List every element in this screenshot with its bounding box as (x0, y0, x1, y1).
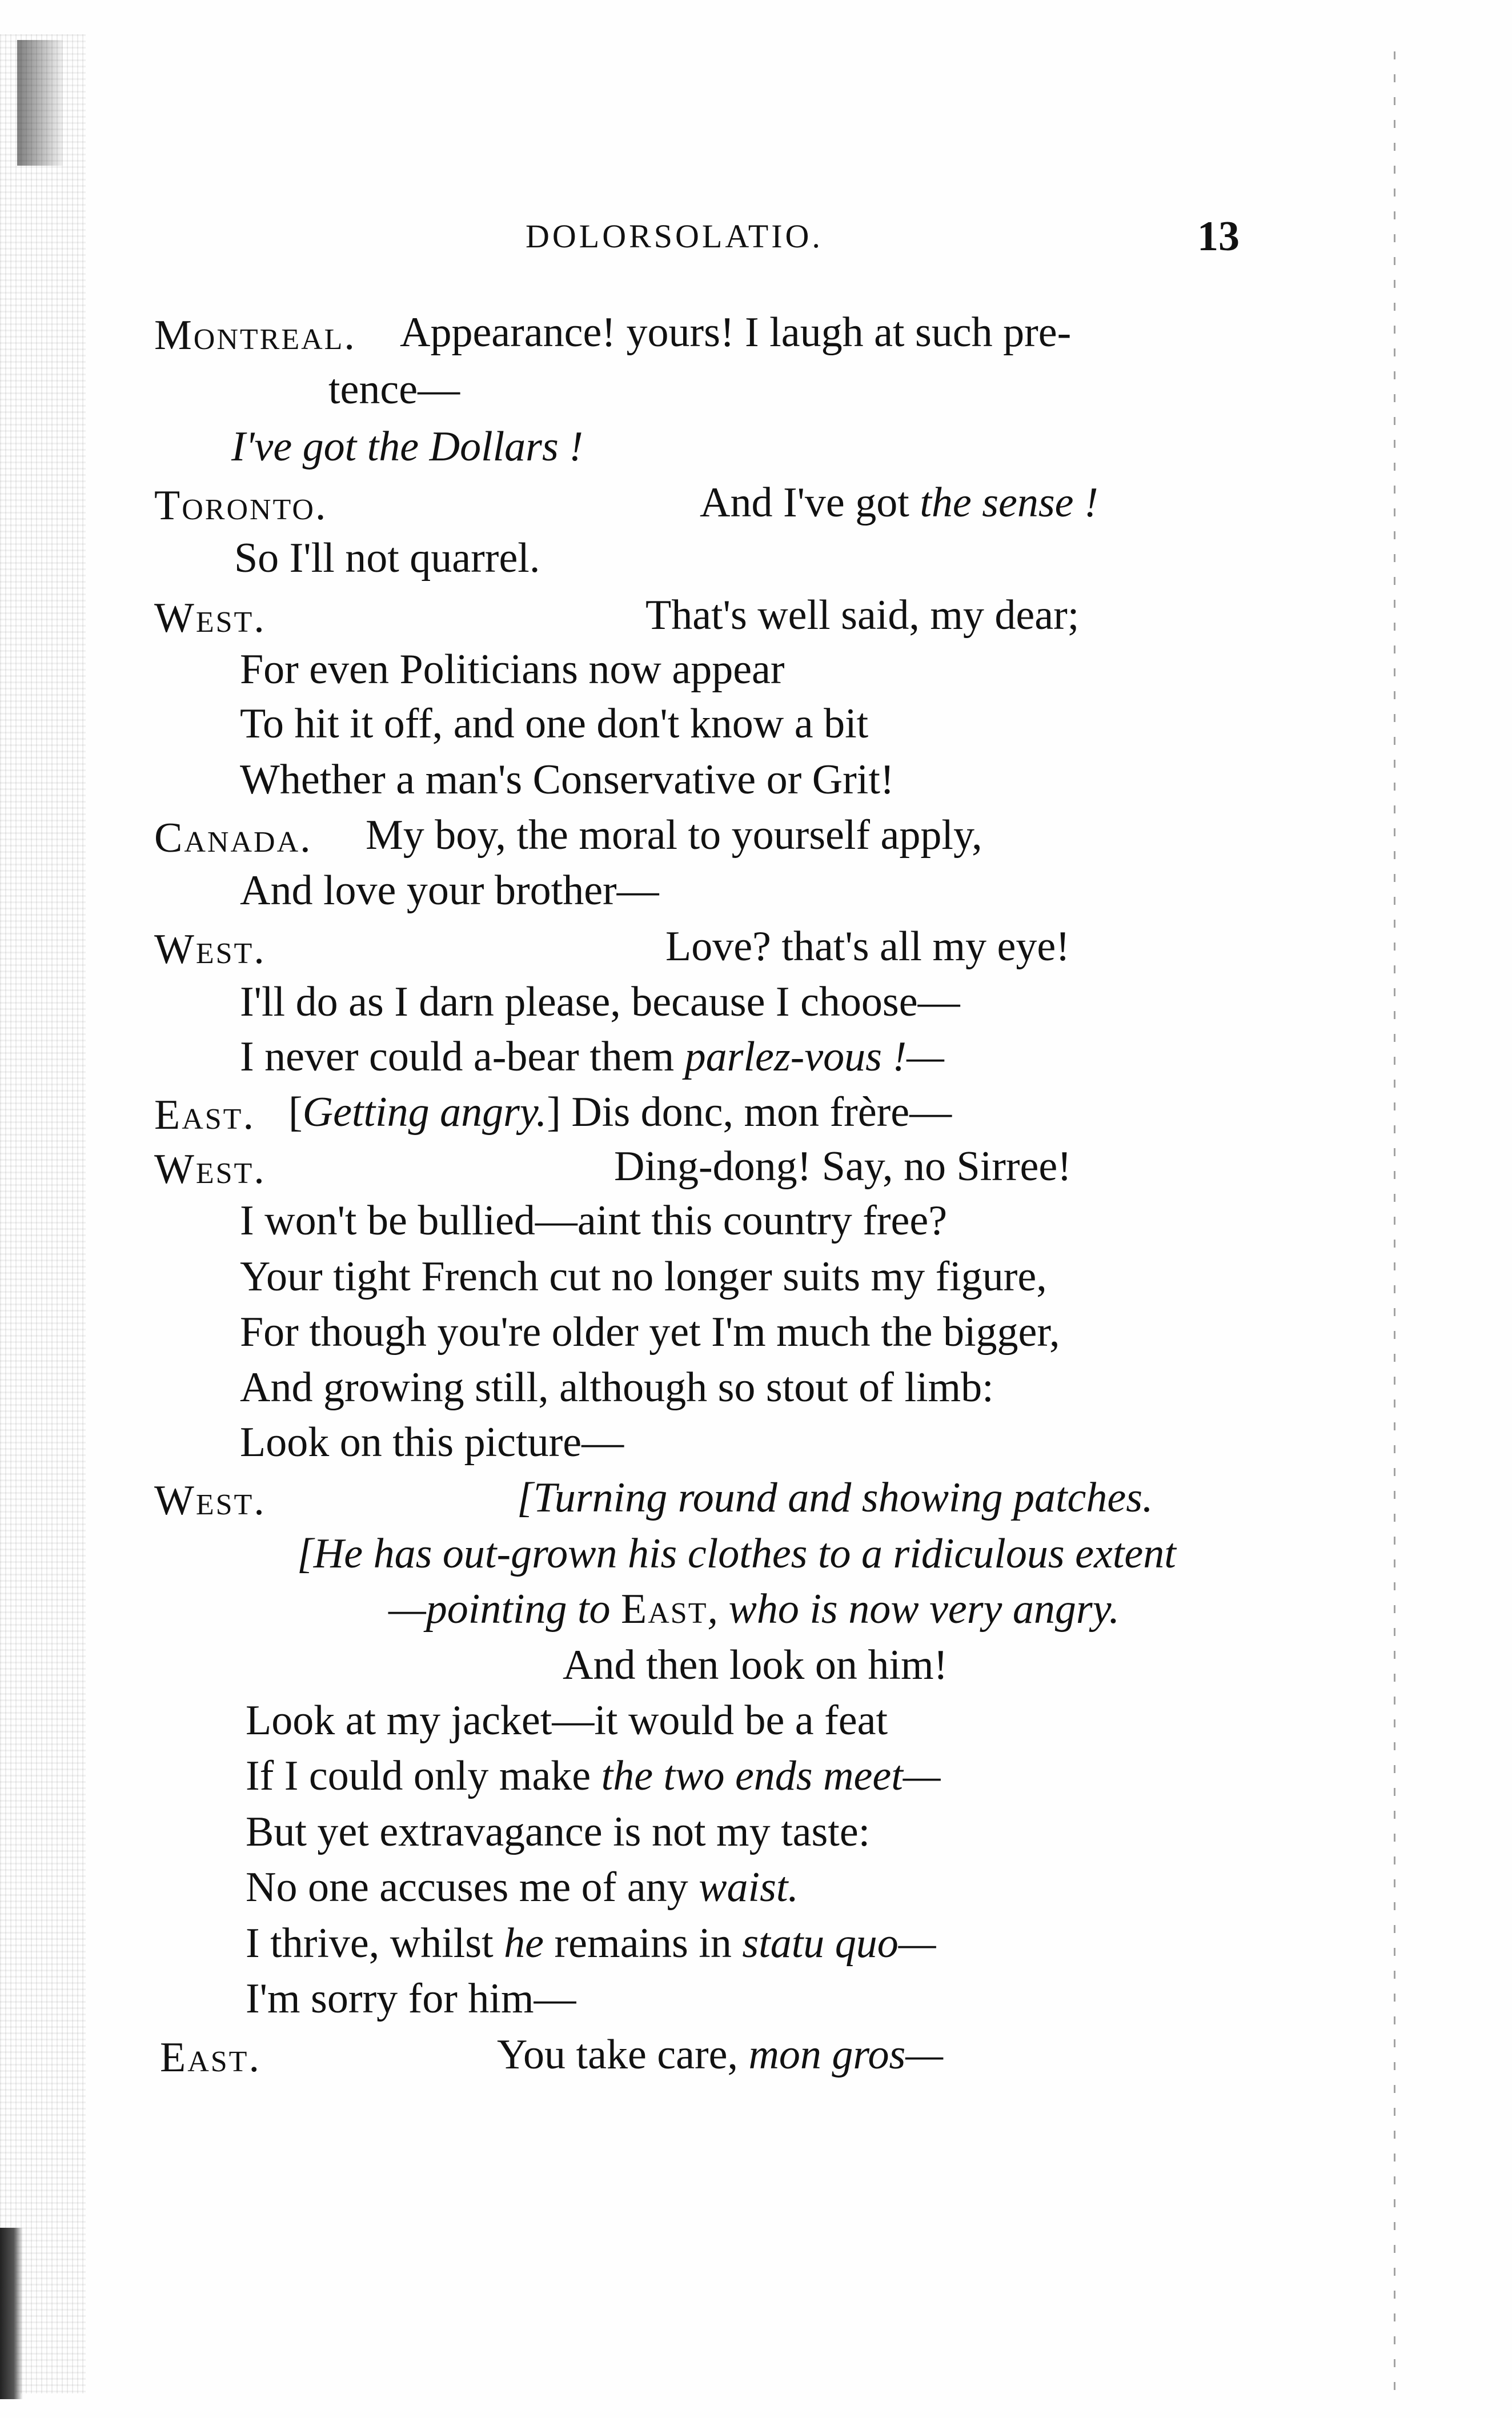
verse-emphasis: he (504, 1920, 544, 1967)
verse-line: And then look on him! (563, 1642, 948, 1689)
speaker-toronto: Toronto. (154, 482, 328, 529)
page-number: 13 (1197, 213, 1240, 260)
verse-line (246, 1864, 799, 1911)
verse-emphasis: waist. (699, 1864, 799, 1911)
verse-line: For though you're older yet I'm much the bigger, (240, 1309, 1060, 1356)
verse-line: But yet extravagance is not my taste: (246, 1809, 871, 1855)
verse-line: And love your brother— (240, 867, 659, 914)
verse-fragment: If I could only make (246, 1753, 601, 1799)
verse-line (246, 1920, 936, 1967)
verse-emphasis: parlez-vous !— (684, 1033, 944, 1080)
verse-fragment: I thrive, whilst (246, 1920, 504, 1967)
verse-line: I'm sorry for him— (246, 1975, 576, 2022)
verse-emphasis: Dollars ! (429, 423, 583, 470)
verse-fragment: No one accuses me of any (246, 1864, 699, 1911)
verse-line: Whether a man's Conservative or Grit! (240, 756, 895, 803)
verse-line (240, 1033, 944, 1080)
verse-emphasis: statu quo— (742, 1920, 936, 1967)
verse-fragment: I never could a-bear them (240, 1033, 685, 1080)
verse-line: Look at my jacket—it would be a feat (246, 1697, 888, 1744)
speaker-east: East. (154, 1092, 255, 1138)
stage-direction: Getting angry. (302, 1089, 547, 1136)
verse-line: Your tight French cut no longer suits my figure, (240, 1253, 1047, 1300)
verse-line: I won't be bullied—aint this country free? (240, 1197, 948, 1244)
verse-fragment: You take care, (497, 2031, 749, 2078)
stage-direction (297, 1530, 1176, 1577)
speaker-montreal: Montreal. (154, 312, 356, 359)
verse-line: My boy, the moral to yourself apply, (366, 812, 982, 859)
running-title: DOLORSOLATIO. (526, 218, 823, 255)
stage-direction (388, 1586, 1120, 1633)
verse-line: So I'll not quarrel. (234, 535, 540, 582)
speaker-west: West. (154, 1146, 266, 1193)
stage-direction-text: [Turning round and showing patches. (517, 1474, 1153, 1521)
verse-line: tence— (328, 366, 460, 413)
speaker-west: West. (154, 595, 266, 641)
speaker-east: East. (160, 2034, 261, 2081)
speaker-west: West. (154, 926, 266, 973)
verse-line (246, 1755, 941, 1797)
verse-line: Look on this picture— (240, 1419, 624, 1466)
character-name: East (621, 1586, 708, 1633)
verse-fragment: And I've got (700, 479, 920, 526)
verse-fragment: ] Dis donc, mon frère— (547, 1089, 952, 1136)
verse-line: Love? that's all my eye! (665, 923, 1070, 970)
verse-emphasis: the sense ! (920, 479, 1098, 526)
verse-line: For even Politicians now appear (240, 646, 785, 693)
stage-direction-text: [He has out-grown his clothes to a ridiculous extent (297, 1530, 1176, 1577)
verse-fragment: I've got the (231, 423, 430, 470)
verse-line (288, 1089, 952, 1136)
verse-line (231, 423, 583, 470)
stage-direction-text: —pointing to (388, 1586, 621, 1633)
verse-emphasis: mon gros— (748, 2031, 944, 2078)
verse-line: To hit it off, and one don't know a bit (240, 700, 869, 747)
speaker-west: West. (154, 1477, 266, 1524)
speaker-canada: Canada. (154, 815, 312, 861)
bracket: [ (288, 1089, 303, 1136)
verse-line: Ding-dong! Say, no Sirree! (614, 1143, 1072, 1190)
verse-line (497, 2031, 944, 2078)
stage-direction (517, 1474, 1153, 1521)
verse-line: Appearance! yours! I laugh at such pre- (400, 309, 1072, 356)
verse-line (700, 479, 1098, 526)
stage-direction-text: , who is now very angry. (707, 1586, 1120, 1633)
verse-emphasis: the two ends meet— (601, 1753, 941, 1799)
verse-fragment: remains in (544, 1920, 743, 1967)
verse-line: That's well said, my dear; (645, 592, 1080, 639)
verse-line: And growing still, although so stout of limb: (240, 1364, 994, 1411)
verse-line: I'll do as I darn please, because I choose— (240, 979, 960, 1025)
